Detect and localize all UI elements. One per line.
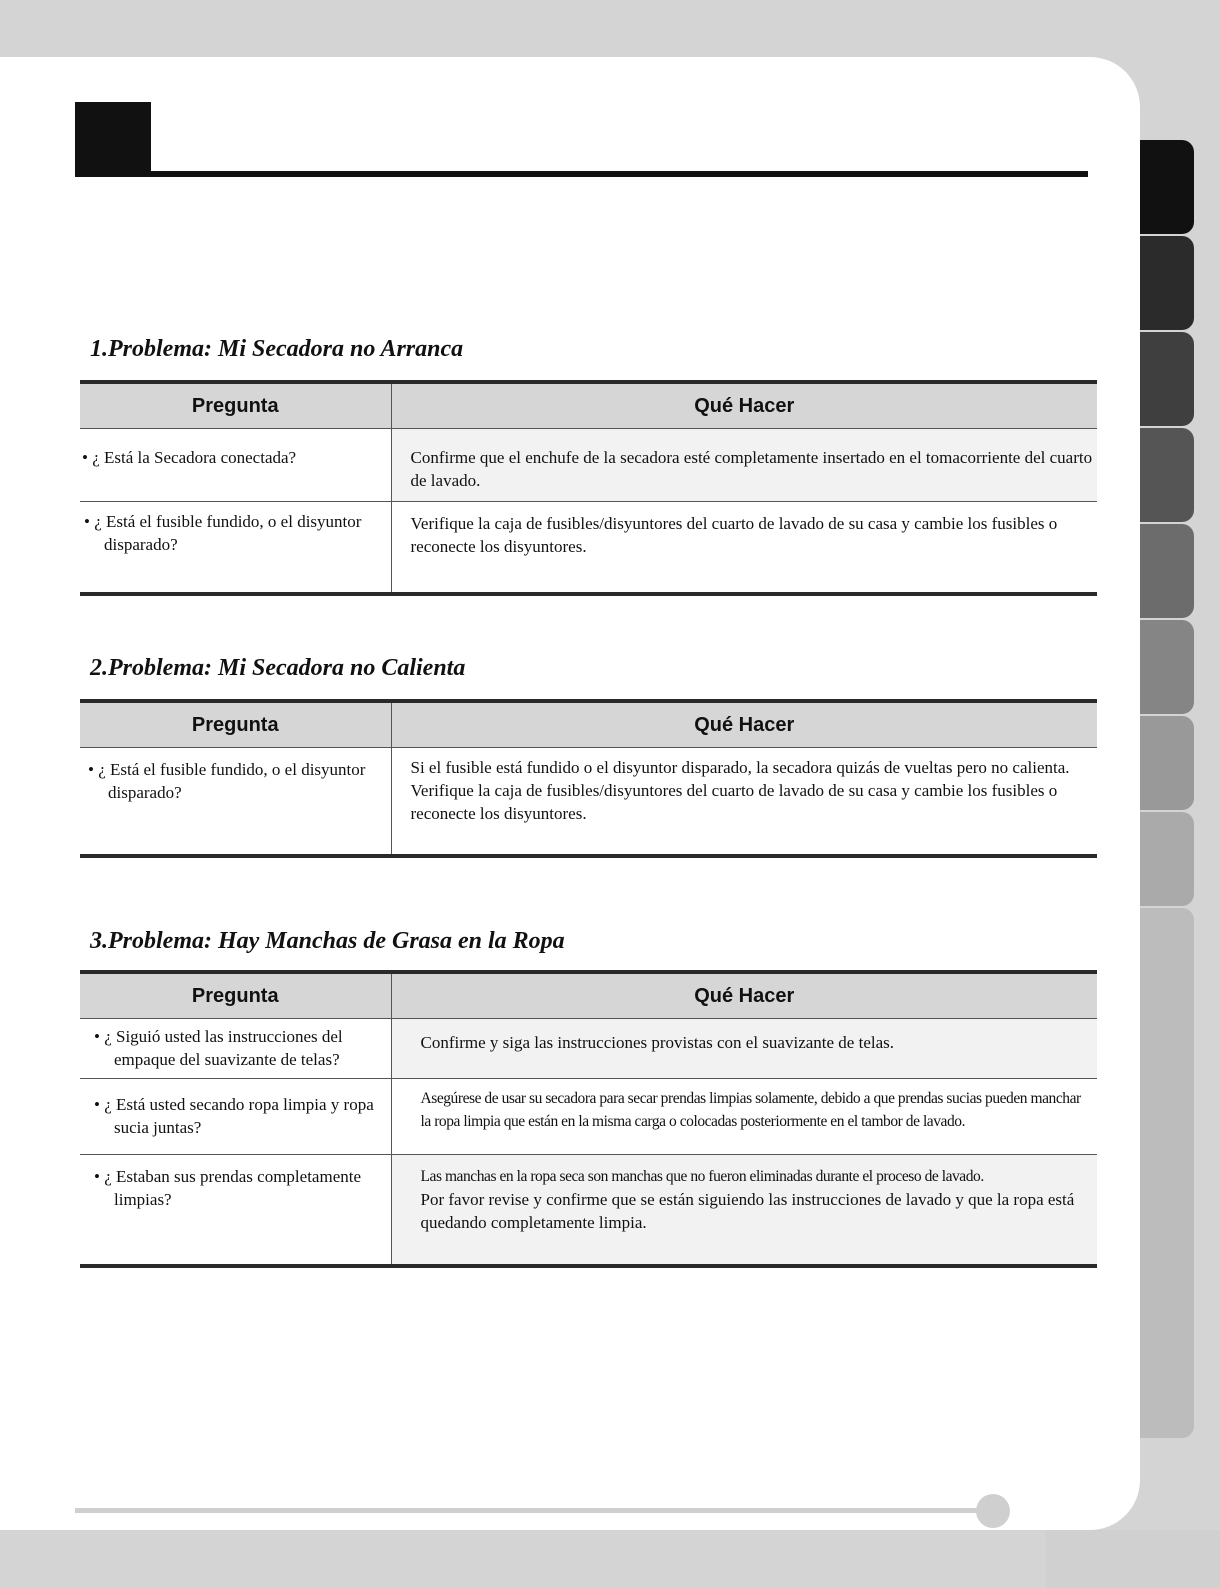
answer-text: Verifique la caja de fusibles/disyuntores del cuarto de lavado de su casa y cambie los fusibles o reconecte los disyuntores. (410, 514, 1058, 556)
troubleshooting-table-3 (80, 970, 1097, 1268)
column-header-question: Pregunta (80, 382, 391, 429)
footer-rule (75, 1508, 993, 1513)
section-tab-2[interactable] (1140, 236, 1194, 330)
section-1-title: 1.Problema: Mi Secadora no Arranca (90, 336, 464, 362)
question-text: • ¿ Está el fusible fundido, o el disyuntor disparado? (84, 512, 362, 554)
answer-text: Si el fusible está fundido o el disyuntor disparado, la secadora quizás de vueltas pero no calienta. Verifique la caja de fusibles/disyuntores del cuarto de lavado de su casa y cambie los fusibles o reconecte los disyuntores. (410, 758, 1070, 823)
table-row (80, 1019, 1097, 1079)
troubleshooting-table-1 (80, 380, 1097, 596)
question-text: • ¿ Está la Secadora conectada? (82, 448, 297, 467)
page-corner-background (1046, 1530, 1220, 1588)
page-number-dot (976, 1494, 1010, 1528)
question-text: • ¿ Estaban sus prendas completamente limpias? (94, 1167, 362, 1209)
section-tab-8[interactable] (1140, 812, 1194, 906)
section-tab-9[interactable] (1140, 908, 1194, 1438)
answer-text: Confirme y siga las instrucciones provistas con el suavizante de telas. (420, 1033, 895, 1052)
section-3-title: 3.Problema: Hay Manchas de Grasa en la Ropa (90, 928, 565, 954)
section-2-title: 2.Problema: Mi Secadora no Calienta (90, 655, 466, 681)
column-header-question: Pregunta (80, 972, 391, 1019)
section-tab-1[interactable] (1140, 140, 1194, 234)
column-header-action: Qué Hacer (391, 701, 1097, 748)
section-tab-7[interactable] (1140, 716, 1194, 810)
table-row (80, 1079, 1097, 1155)
header-rule (75, 171, 1088, 177)
section-tab-4[interactable] (1140, 428, 1194, 522)
answer-lead-text: Las manchas en la ropa seca son manchas que no fueron eliminadas durante el proceso de lavado. (420, 1168, 984, 1185)
column-header-question: Pregunta (80, 701, 391, 748)
section-tab-3[interactable] (1140, 332, 1194, 426)
table-row (80, 502, 1097, 594)
answer-text: Asegúrese de usar su secadora para secar prendas limpias solamente, debido a que prendas sucias pueden manchar la ropa limpia que están en la misma carga o colocadas posteriormente en el tambor de lavado. (420, 1090, 1081, 1130)
section-tab-6[interactable] (1140, 620, 1194, 714)
question-text: • ¿ Está usted secando ropa limpia y ropa sucia juntas? (94, 1095, 374, 1137)
table-row (80, 429, 1097, 502)
troubleshooting-table-2 (80, 699, 1097, 858)
column-header-action: Qué Hacer (391, 382, 1097, 429)
question-text: • ¿ Está el fusible fundido, o el disyuntor disparado? (88, 760, 366, 802)
question-text: • ¿ Siguió usted las instrucciones del empaque del suavizante de telas? (94, 1027, 343, 1069)
table-row (80, 748, 1097, 856)
table-row (80, 1155, 1097, 1266)
chapter-marker-block (75, 102, 151, 176)
answer-text: Por favor revise y confirme que se están siguiendo las instrucciones de lavado y que la ropa está quedando completamente limpia. (420, 1190, 1075, 1232)
answer-text: Confirme que el enchufe de la secadora esté completamente insertado en el tomacorriente del cuarto de lavado. (410, 448, 1093, 490)
section-tab-5[interactable] (1140, 524, 1194, 618)
column-header-action: Qué Hacer (391, 972, 1097, 1019)
